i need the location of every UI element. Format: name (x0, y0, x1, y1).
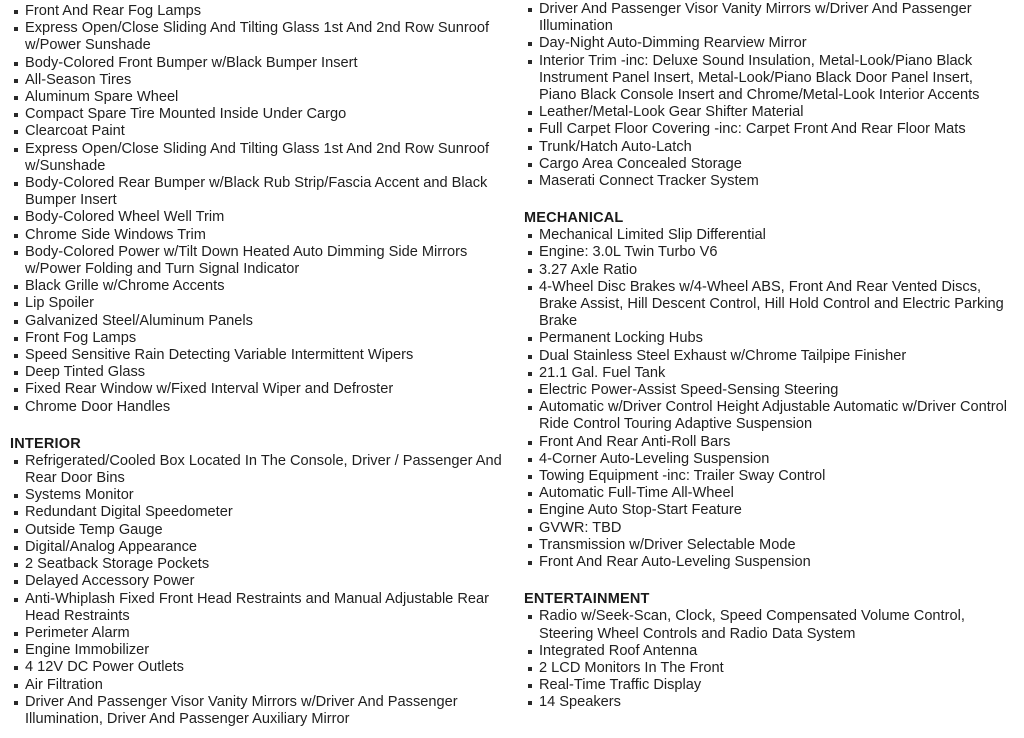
list-item: Electric Power-Assist Speed-Sensing Steering (524, 382, 1014, 399)
list-item: Black Grille w/Chrome Accents (10, 278, 505, 295)
list-item: Express Open/Close Sliding And Tilting Glass 1st And 2nd Row Sunroof w/Sunshade (10, 141, 505, 175)
list-item: Lip Spoiler (10, 295, 505, 312)
list-item: Express Open/Close Sliding And Tilting Glass 1st And 2nd Row Sunroof w/Power Sunshade (10, 20, 505, 54)
list-item: Trunk/Hatch Auto-Latch (524, 139, 1014, 156)
list-item: Driver And Passenger Visor Vanity Mirrors w/Driver And Passenger Illumination, Driver And Passenger Auxiliary Mirror (10, 694, 505, 728)
list-item: Deep Tinted Glass (10, 364, 505, 381)
list-item: Leather/Metal-Look Gear Shifter Material (524, 104, 1014, 121)
list-item: Air Filtration (10, 677, 505, 694)
list-item: Cargo Area Concealed Storage (524, 156, 1014, 173)
exterior-list (10, 3, 505, 416)
list-item: Aluminum Spare Wheel (10, 89, 505, 106)
list-item: Body-Colored Power w/Tilt Down Heated Auto Dimming Side Mirrors w/Power Folding and Turn Signal Indicator (10, 244, 505, 278)
list-item: Engine Auto Stop-Start Feature (524, 502, 1014, 519)
mechanical-list (524, 227, 1014, 571)
list-item: Day-Night Auto-Dimming Rearview Mirror (524, 35, 1014, 52)
list-item: Radio w/Seek-Scan, Clock, Speed Compensated Volume Control, Steering Wheel Controls and Radio Data System (524, 608, 1014, 642)
list-item: Front Fog Lamps (10, 330, 505, 347)
left-column (10, 3, 505, 728)
interior-heading: INTERIOR (10, 435, 81, 452)
list-item: 21.1 Gal. Fuel Tank (524, 365, 1014, 382)
list-item: Integrated Roof Antenna (524, 643, 1014, 660)
mechanical-heading: MECHANICAL (524, 210, 624, 227)
list-item: Front And Rear Fog Lamps (10, 3, 505, 20)
list-item: Automatic Full-Time All-Wheel (524, 485, 1014, 502)
list-item: 3.27 Axle Ratio (524, 262, 1014, 279)
list-item: 14 Speakers (524, 694, 1014, 711)
list-item: Delayed Accessory Power (10, 573, 505, 590)
list-item: Engine: 3.0L Twin Turbo V6 (524, 244, 1014, 261)
list-item: Dual Stainless Steel Exhaust w/Chrome Tailpipe Finisher (524, 348, 1014, 365)
list-item: Speed Sensitive Rain Detecting Variable Intermittent Wipers (10, 347, 505, 364)
list-item: Digital/Analog Appearance (10, 539, 505, 556)
entertainment-list (524, 608, 1014, 711)
list-item: Real-Time Traffic Display (524, 677, 1014, 694)
interior-list (10, 453, 505, 728)
list-item: Anti-Whiplash Fixed Front Head Restraints and Manual Adjustable Rear Head Restraints (10, 591, 505, 625)
list-item: Mechanical Limited Slip Differential (524, 227, 1014, 244)
list-item: Fixed Rear Window w/Fixed Interval Wiper and Defroster (10, 381, 505, 398)
interior-continued-list (524, 1, 1014, 190)
list-item: Body-Colored Rear Bumper w/Black Rub Strip/Fascia Accent and Black Bumper Insert (10, 175, 505, 209)
list-item: Interior Trim -inc: Deluxe Sound Insulation, Metal-Look/Piano Black Instrument Panel Insert, Metal-Look/Piano Black Door Panel Insert, Piano Black Console Insert and Chrome/Metal-Look Interior Accents (524, 53, 1014, 105)
list-item: Chrome Side Windows Trim (10, 227, 505, 244)
entertainment-heading: ENTERTAINMENT (524, 591, 650, 608)
list-item: Refrigerated/Cooled Box Located In The Console, Driver / Passenger And Rear Door Bins (10, 453, 505, 487)
list-item: Clearcoat Paint (10, 123, 505, 140)
list-item: Automatic w/Driver Control Height Adjustable Automatic w/Driver Control Ride Control Touring Adaptive Suspension (524, 399, 1014, 433)
list-item: Maserati Connect Tracker System (524, 173, 1014, 190)
list-item: Galvanized Steel/Aluminum Panels (10, 313, 505, 330)
list-item: Permanent Locking Hubs (524, 330, 1014, 347)
list-item: Towing Equipment -inc: Trailer Sway Control (524, 468, 1014, 485)
list-item: Compact Spare Tire Mounted Inside Under Cargo (10, 106, 505, 123)
list-item: All-Season Tires (10, 72, 505, 89)
list-item: GVWR: TBD (524, 520, 1014, 537)
list-item: Body-Colored Wheel Well Trim (10, 209, 505, 226)
list-item: Chrome Door Handles (10, 399, 505, 416)
list-item: Full Carpet Floor Covering -inc: Carpet Front And Rear Floor Mats (524, 121, 1014, 138)
list-item: Engine Immobilizer (10, 642, 505, 659)
list-item: Transmission w/Driver Selectable Mode (524, 537, 1014, 554)
list-item: 2 LCD Monitors In The Front (524, 660, 1014, 677)
list-item: Front And Rear Auto-Leveling Suspension (524, 554, 1014, 571)
list-item: Body-Colored Front Bumper w/Black Bumper Insert (10, 55, 505, 72)
list-item: 4-Wheel Disc Brakes w/4-Wheel ABS, Front And Rear Vented Discs, Brake Assist, Hill Descent Control, Hill Hold Control and Electric Parking Brake (524, 279, 1014, 331)
list-item: Front And Rear Anti-Roll Bars (524, 434, 1014, 451)
list-item: 2 Seatback Storage Pockets (10, 556, 505, 573)
list-item: 4-Corner Auto-Leveling Suspension (524, 451, 1014, 468)
list-item: Redundant Digital Speedometer (10, 504, 505, 521)
list-item: Driver And Passenger Visor Vanity Mirrors w/Driver And Passenger Illumination (524, 1, 1014, 35)
right-column (524, 1, 1014, 712)
list-item: 4 12V DC Power Outlets (10, 659, 505, 676)
list-item: Systems Monitor (10, 487, 505, 504)
list-item: Perimeter Alarm (10, 625, 505, 642)
list-item: Outside Temp Gauge (10, 522, 505, 539)
